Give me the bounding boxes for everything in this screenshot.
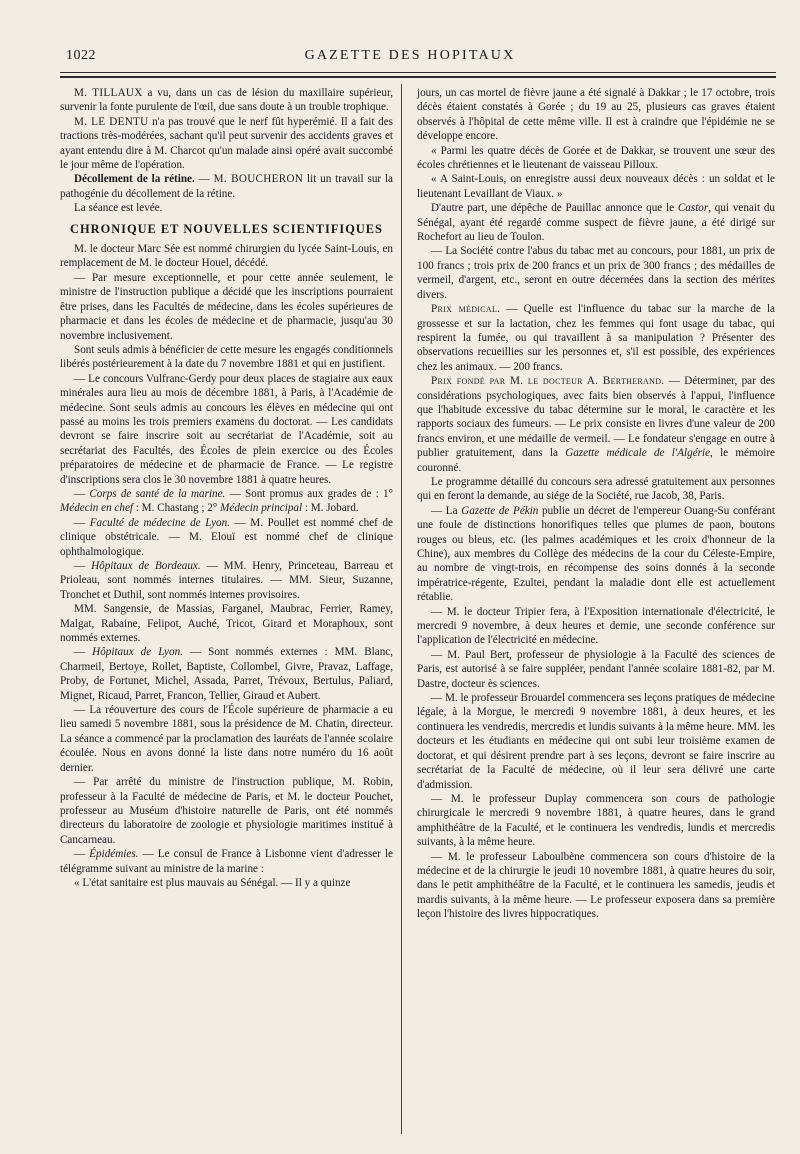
paragraph: MM. Sangensie, de Massias, Farganel, Maubrac, Ferrier, Ramey, Malgat, Rabaine, Felipot, Auché, Tricot, Girard et Moraphoux, sont nommés externes. — [60, 603, 393, 645]
header-rule — [60, 72, 776, 73]
speaker-name: M. BOUCHERON — [213, 173, 304, 186]
paragraph: — Faculté de médecine de Lyon. — M. Poullet est nommé chef de clinique obstétricale. — M. Elouï est nommé chef de clinique ophthalmologique. — [60, 516, 393, 558]
paragraph: — Hôpitaux de Lyon. — Sont nommés externes : MM. Blanc, Charmeil, Bertoye, Rollet, Baptiste, Collombel, Givre, Pravaz, Laffage, Proby, de Fortunet, Michel, Assada, Parret, Trévoux, Bertulus, Paliard, Mignet, Ricaud, Parret, Francon, Tellier, Giraud et Aubert. — [60, 646, 393, 702]
paragraph: Sont seuls admis à bénéficier de cette mesure les engagés conditionnels libérés postérieurement à la date du 7 novembre 1881 et qui en justifient. — [60, 343, 393, 371]
header-rule-thick — [60, 76, 776, 78]
paragraph: — M. Paul Bert, professeur de physiologie à la Faculté des sciences de Paris, est autorisé à se faire suppléer, pendant l'année scolaire 1881-82, par M. Dastre, docteur ès sciences. — [417, 648, 775, 690]
paragraph: La séance est levée. — [74, 202, 163, 215]
right-column — [417, 86, 775, 922]
paragraph: — Hôpitaux de Bordeaux. — MM. Henry, Princeteau, Barreau et Prioleau, sont nommés internes titulaires. — MM. Sieur, Suzanne, Tronchet et Duthil, sont nommés internes provisoires. — [60, 560, 394, 601]
paragraph: jours, un cas mortel de fièvre jaune a été signalé à Dakkar ; le 17 octobre, trois décès étaient constatés à Gorée ; du 19 au 25, plusieurs cas graves étaient observés à l'hôpital de cette même ville. Il est à craindre que l'épidémie ne se développe encore. — [417, 87, 775, 143]
speaker-name: M. LE DENTU — [74, 115, 149, 128]
paragraph: « A Saint-Louis, on enregistre aussi deux nouveaux décès : un soldat et le lieutenant Levaillant de Viaux. » — [417, 173, 775, 200]
paragraph: M. LE DENTU n'a pas trouvé que le nerf fût hyperémié. Il a fait des tractions très-modérées, sachant qu'il peut survenir des accidents graves et ayant entendu dire à M. Charcot qu'un malade ainsi opéré avait succombé le jour même de l'opération. — [60, 115, 393, 172]
paragraph: Prix médical. — Quelle est l'influence du tabac sur la marche de la grossesse et sur la lactation, chez les femmes qui font usage du tabac, qui respirent la fumée, ou qui travaillent à sa manipulation ? Présenter des observations recueillies sur les personnes et, s'il est possible, des expériences chez les animaux. — 200 francs. — [417, 303, 776, 373]
paragraph: — M. le professeur Laboulbène commencera son cours d'histoire de la médecine et de la chirurgie le jeudi 10 novembre 1881, à quatre heures du soir, dans le petit amphithéâtre de la Faculté, et le continuera les samedis, jeudis et mardis suivants, à la même heure. — Le professeur exposera dans sa première leçon l'histoire des livres hippocratiques. — [417, 850, 775, 921]
paragraph: — Par mesure exceptionnelle, et pour cette année seulement, le ministre de l'instruction publique a décidé que les inscriptions pourraient être prises, dans les Facultés de médecine, dans les écoles supérieures de pharmacie et dans les écoles de médecine et de pharmacie, jusqu'au 30 novembre inclusivement. — [60, 271, 393, 342]
paragraph: — M. le professeur Duplay commencera son cours de pathologie chirurgicale le mercredi 9 novembre 1881, à quatre heures, dans le grand amphithéâtre de la Faculté, et le continuera les vendredis, lundis et mercredis suivants, à la même heure. — [417, 792, 775, 849]
paragraph: M. le docteur Marc Sée est nommé chirurgien du lycée Saint-Louis, en remplacement de M. le docteur Houel, décédé. — [60, 243, 393, 270]
subject-title: Décollement de la rétine. — [74, 173, 195, 186]
prize-title: Prix fondé par M. le docteur A. Bertherand. — [431, 375, 665, 388]
column-divider — [401, 84, 402, 1134]
journal-title: GAZETTE DES HOPITAUX — [304, 48, 516, 63]
paragraph: D'autre part, une dépêche de Pauillac annonce que le Castor, qui venait du Sénégal, ayant été regardé comme suspect de fièvre jaune, a été dirigé sur Rochefort au lieu de Toulon. — [417, 202, 775, 244]
paragraph: — Le concours Vulfranc-Gerdy pour deux places de stagiaire aux eaux minérales aura lieu au mois de décembre 1881, à Paris, à l'Académie de médecine. Sont seuls admis au concours les élèves en médecine qui ont passé au moins les trois premiers examens du doctorat. — Les candidats devront se faire inscrire soit au secrétariat de l'Académie, soit au secrétariat des Facultés, des Écoles de plein exercice ou des Écoles préparatoires de médecine et de pharmacie de France. — Le registre d'inscriptions sera clos le 30 novembre 1881 à quatre heures. — [60, 372, 393, 486]
paragraph: — M. le professeur Brouardel commencera ses leçons pratiques de médecine légale, à la Morgue, le mercredi 9 novembre 1881, à deux heures, et les continuera les vendredis, mercredis et lundis suivants à la même heure. MM. les docteurs et les étudiants en médecine qui ont subi leur troisième examen de doctorat, et qui désirent prendre part à ses leçons, devront se faire inscrire au secrétariat de la Faculté de médecine, où il leur sera délivré une carte d'admission. — [417, 692, 775, 791]
paragraph: « L'état sanitaire est plus mauvais au Sénégal. — Il y a quinze — [74, 876, 351, 889]
speaker-name: M. TILLAUX — [74, 87, 143, 99]
paragraph: M. TILLAUX a vu, dans un cas de lésion du maxillaire supérieur, survenir la fonte purulente de l'œil, due sans doute à un trouble trophique. — [60, 87, 393, 114]
paragraph: Prix fondé par M. le docteur A. Bertherand. — Déterminer, par des considérations psychologiques, avec faits bien observés à l'appui, l'influence que l'habitude excessive du tabac détermine sur le moral, le caractère et les rapports sociaux des fumeurs. — Le prix consiste en livres d'une valeur de 200 francs environ, et une médaille de vermeil. — Le fondateur s'engage en outre à publier gratuitement, dans la Gazette médicale de l'Algérie, le mémoire couronné. — [417, 375, 776, 474]
paragraph: Décollement de la rétine. — M. BOUCHERON lit un travail sur la pathogénie du décollement de la rétine. — [60, 173, 394, 200]
paragraph: — Par arrêté du ministre de l'instruction publique, M. Robin, professeur à la Faculté de médecine de Paris, et M. le docteur Pouchet, professeur au Muséum d'histoire naturelle de Paris, ont été nommés directeurs du laboratoire de zoologie et physiologie maritimes institué à Cancarneau. — [60, 776, 393, 846]
page-number: 1022 — [66, 48, 96, 63]
paragraph: « Parmi les quatre décès de Gorée et de Dakkar, se trouvent une sœur des écoles chrétiennes et le lieutenant de vaisseau Pilloux. — [417, 144, 775, 172]
paragraph: — La Gazette de Pékin publie un décret de l'empereur Ouang-Su conférant une foule de distinctions honorifiques telles que plumes de paon, boutons rouges ou bleus, etc. (les palmes académiques et les croix d'honneur de la Chine), aux membres du Collège des médecins de la cour du Céleste-Empire, au nombre de vingt-trois, en récompense des soins donnés à la seconde impératrice-régente, Ezultei, pendant la maladie dont elle est actuellement rétablie. — [417, 504, 776, 604]
paragraph: — M. le docteur Tripier fera, à l'Exposition internationale d'électricité, le mercredi 9 novembre, à deux heures et demie, une seconde conférence sur l'application de l'électricité en médecine. — [417, 605, 775, 647]
paragraph: — La Société contre l'abus du tabac met au concours, pour 1881, un prix de 100 francs ; trois prix de 200 francs et un prix de 300 francs ; des médailles de vermeil, d'argent, etc., seront en outre décernées dans la section des mérites divers. — [417, 245, 775, 301]
paragraph: Le programme détaillé du concours sera adressé gratuitement aux personnes qui en feront la demande, au siége de la Société, rue Jacob, 38, Paris. — [417, 475, 775, 503]
paragraph: — Corps de santé de la marine. — Sont promus aux grades de : 1° Médecin en chef : M. Chastang ; 2° Médecin principal : M. Jobard. — [60, 487, 393, 515]
paragraph: — Épidémies. — Le consul de France à Lisbonne vient d'adresser le télégramme suivant au ministre de la marine : — [60, 848, 393, 875]
running-head — [60, 48, 760, 68]
left-column — [60, 86, 393, 890]
section-title: CHRONIQUE ET NOUVELLES SCIENTIFIQUES — [70, 221, 383, 236]
prize-title: Prix médical. — [431, 303, 501, 316]
paragraph: — La réouverture des cours de l'École supérieure de pharmacie a eu lieu samedi 5 novembre 1881, sous la présidence de M. Chatin, directeur. La séance a commencé par la proclamation des lauréats de l'année scolaire écoulée. Nous en avons donné la liste dans notre numéro du 16 août dernier. — [60, 704, 393, 774]
